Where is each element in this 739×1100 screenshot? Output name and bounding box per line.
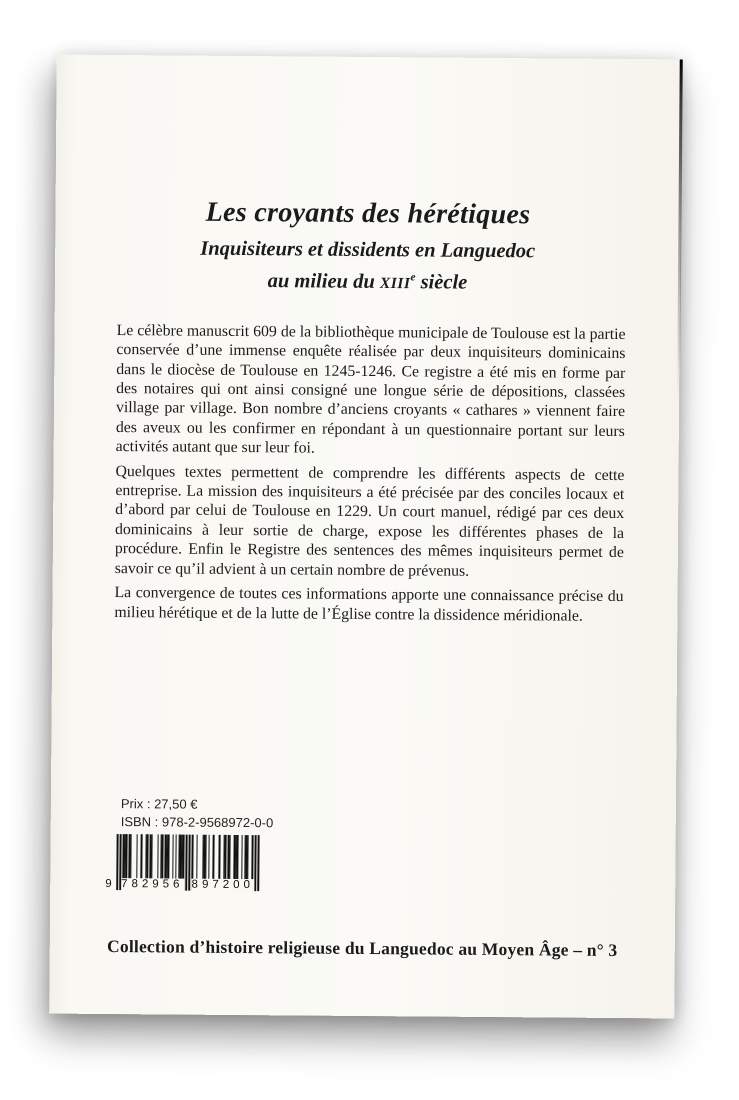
isbn-label: ISBN : 978-2-9568972-0-0 [120, 813, 274, 830]
back-cover-blurb [52, 320, 679, 626]
ordinal-superscript: e [410, 271, 416, 284]
blurb-paragraph-2: Quelques textes permettent de comprendre les différents aspects de cette entreprise. La mission des inquisiteurs a été précisée par des conciles locaux et d’abord par celui de Toulouse en 1229. Un court manuel, rédigé par ces deux dominicains à leur sortie de charge, expose les différentes phases de la procédure. Enfin le Registre des sentences des mêmes inquisiteurs permet de savoir ce qu’il advient à un certain nombre de prévenus. [114, 462, 625, 580]
barcode [105, 834, 259, 892]
book-title: Les croyants des hérétiques [205, 196, 531, 231]
barcode-digits-group2: 897200 [191, 878, 254, 892]
subtitle-line-2 [55, 262, 680, 300]
barcode-digits-group1: 782956 [121, 878, 184, 891]
blurb-paragraph-1: Le célèbre manuscrit 609 de la bibliothèque municipale de Toulouse est la partie conservée d’une immense enquête réalisée par deux inquisiteurs dominicains dans le diocèse de Toulouse en 1245-1246. Ce registre a été mis en forme par des notaires qui ont ainsi consigné une longue série de dépositions, classées village par village. Bon nombre d’anciens croyants « cathares » viennent faire des aveux ou les confirmer en répondant à un questionnaire portant sur leurs activités autant que sur leur foi. [115, 321, 626, 457]
barcode-digit-first: 9 [105, 877, 112, 891]
collection-line: Collection d’histoire religieuse du Languedoc au Moyen Âge – n° 3 [107, 935, 618, 960]
book-subtitle [55, 235, 680, 300]
price-block [121, 795, 274, 831]
subtitle-line-2-suffix: siècle [415, 271, 468, 294]
subtitle-line-1: Inquisiteurs et dissidents en Languedoc [200, 237, 536, 263]
price-label: Prix : 27,50 € [120, 796, 198, 812]
blurb-paragraph-3: La convergence de toutes ces informations apporte une connaissance précise du milieu hérétique et de la lutte de l’Église contre la dissidence méridionale. [114, 584, 624, 625]
book-edge-shadow [677, 59, 683, 399]
subtitle-line-2-prefix: au milieu du [267, 270, 380, 293]
book-back-cover [49, 55, 682, 1019]
roman-numeral: XIII [379, 274, 411, 293]
